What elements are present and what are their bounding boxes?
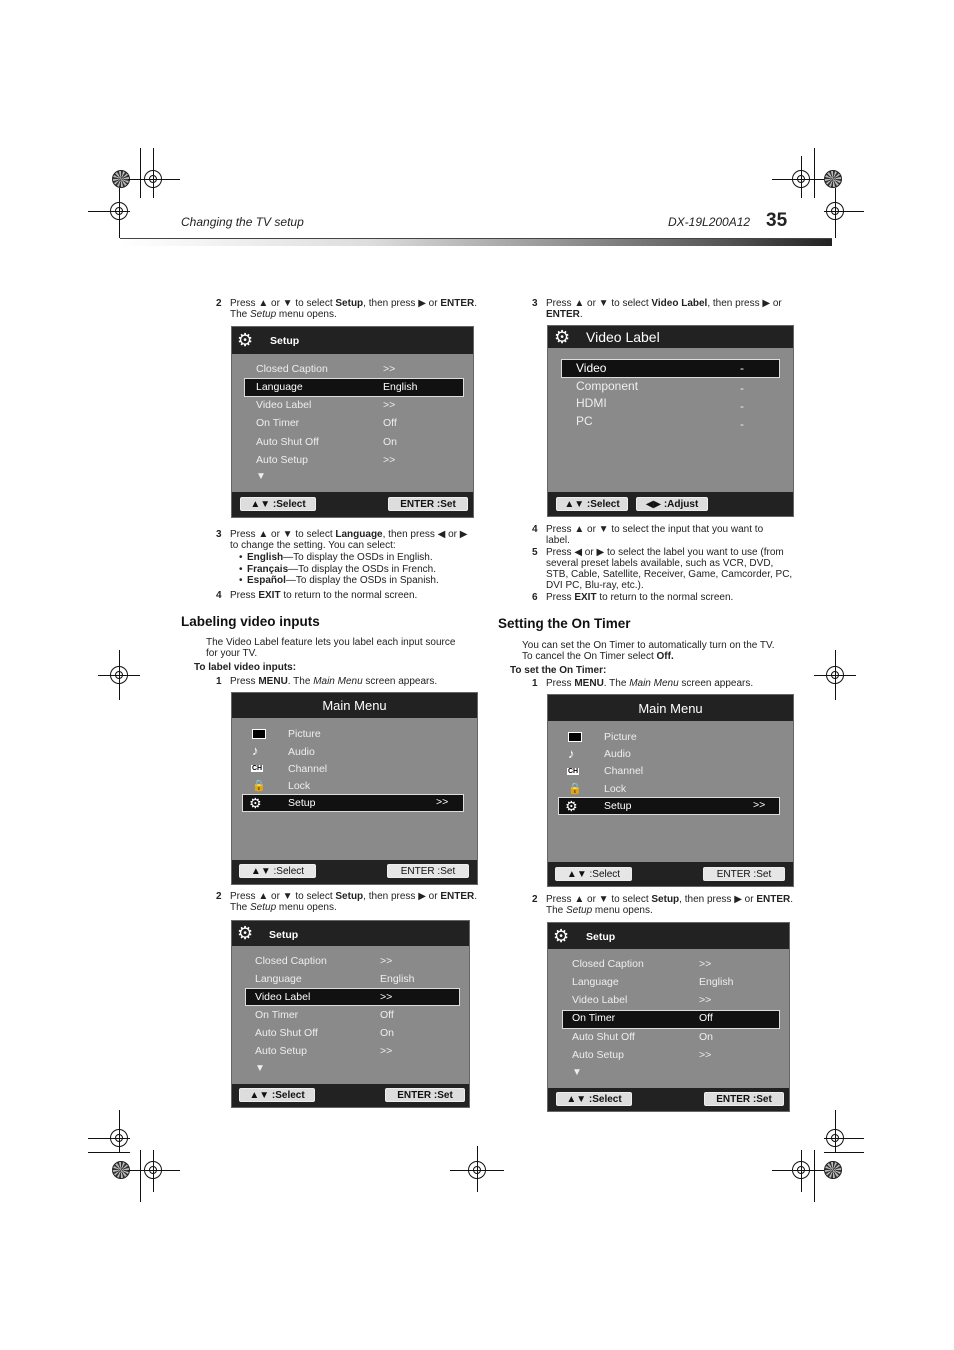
menu-item-value: >> (383, 454, 396, 466)
gear-icon: ⚙ (554, 327, 571, 347)
menu-item-label[interactable]: Video Label (255, 991, 311, 1003)
enter-set-button[interactable]: ENTER :Set (388, 497, 468, 511)
model-number: DX-19L200A12 (668, 215, 751, 229)
step-1: 1 Press MENU. The Main Menu screen appears. (216, 676, 438, 687)
menu-item-label[interactable]: Audio (288, 746, 315, 758)
main-menu-screen (547, 694, 794, 887)
picture-icon (568, 732, 582, 742)
menu-item-value: Off (383, 417, 397, 429)
step-5: 5 Press ◀ or ▶ to select the label you want to use (from several preset labels available, such as VCR, DVD, STB, Cable, Satellite, Receiver, Game, Camcorder, PC, DVI PC, Blu-ray, etc.). (532, 547, 793, 591)
section-heading: Setting the On Timer (498, 616, 631, 631)
step-6: 6 Press EXIT to return to the normal screen. (532, 592, 734, 603)
menu-item-value: >> (380, 991, 393, 1003)
menu-item-label[interactable]: Auto Shut Off (572, 1031, 635, 1043)
menu-item-value: >> (753, 799, 766, 811)
ch-icon: CH (252, 765, 263, 772)
select-button[interactable]: ▲▼ :Select (239, 864, 316, 878)
menu-item-label[interactable]: On Timer (572, 1012, 616, 1024)
menu-item-label[interactable]: Setup (288, 797, 316, 809)
menu-item-value: English (380, 973, 415, 985)
menu-item-label[interactable]: Language (572, 976, 619, 988)
section-heading: Labeling video inputs (181, 614, 320, 629)
section-title: Changing the TV setup (181, 215, 304, 229)
setup-menu-screen (231, 326, 474, 518)
procedure-title: To set the On Timer: (510, 665, 607, 676)
menu-item-label[interactable]: Channel (604, 765, 644, 777)
menu-item-label[interactable]: Auto Setup (255, 1045, 307, 1057)
step-4: 4 Press ▲ or ▼ to select the input that you want to label. (532, 524, 764, 546)
procedure-title: To label video inputs: (194, 662, 297, 673)
adjust-button[interactable]: ◀▶ :Adjust (636, 497, 708, 511)
gear-icon: ⚙ (237, 330, 254, 350)
menu-item-label[interactable]: Language (256, 381, 303, 393)
gear-icon: ⚙ (565, 798, 578, 814)
menu-item-label[interactable]: Closed Caption (255, 955, 327, 967)
menu-item-label[interactable]: Video Label (572, 994, 628, 1006)
menu-item-value: >> (380, 1045, 393, 1057)
menu-item-value: >> (380, 955, 393, 967)
picture-icon (252, 729, 266, 739)
page-number: 35 (766, 210, 788, 231)
menu-item-value: >> (699, 958, 712, 970)
menu-item-label[interactable]: Language (255, 973, 302, 985)
step-4: 4 Press EXIT to return to the normal screen. (216, 590, 418, 601)
lock-icon: 🔒 (252, 780, 266, 792)
video-label-screen (547, 325, 794, 517)
enter-set-button[interactable]: ENTER :Set (704, 1092, 784, 1106)
menu-item-value: Off (699, 1012, 713, 1024)
step-2: 2 Press ▲ or ▼ to select Setup, then press ▶ or ENTER. The Setup menu opens. (532, 894, 794, 916)
menu-title: Setup (586, 931, 616, 943)
menu-item-value: >> (699, 994, 712, 1006)
select-button[interactable]: ▲▼ :Select (556, 497, 628, 511)
menu-item-value: On (699, 1031, 714, 1043)
scroll-down-icon: ▼ (256, 471, 266, 482)
menu-item-label[interactable]: Closed Caption (572, 958, 644, 970)
enter-set-button[interactable]: ENTER :Set (387, 864, 469, 878)
scroll-down-icon: ▼ (572, 1067, 582, 1078)
setup-menu-screen (231, 920, 470, 1108)
step-1: 1 Press MENU. The Main Menu screen appears. (532, 678, 754, 689)
input-label[interactable]: HDMI (576, 396, 607, 410)
menu-item-label[interactable]: Setup (604, 800, 632, 812)
step-2: 2 Press ▲ or ▼ to select Setup, then press ▶ or ENTER. The Setup menu opens. (216, 891, 478, 913)
select-button[interactable]: ▲▼ :Select (239, 1088, 315, 1102)
gear-icon: ⚙ (553, 926, 570, 946)
select-button[interactable]: ▲▼ :Select (240, 497, 316, 511)
music-note-icon: ♪ (252, 743, 259, 758)
menu-item-label[interactable]: Auto Setup (256, 454, 308, 466)
menu-item-label[interactable]: On Timer (255, 1009, 299, 1021)
menu-item-label[interactable]: Picture (288, 728, 321, 740)
menu-title: Video Label (586, 329, 660, 345)
menu-item-label[interactable]: Lock (604, 783, 627, 795)
menu-item-value: English (383, 381, 418, 393)
main-menu-screen (231, 692, 478, 885)
menu-item-label[interactable]: Picture (604, 731, 637, 743)
input-label-value: - (740, 361, 744, 375)
menu-item-label[interactable]: Audio (604, 748, 631, 760)
menu-item-value: English (699, 976, 734, 988)
input-label[interactable]: Component (576, 379, 639, 393)
intro-text: You can set the On Timer to automatically turn on the TV. To cancel the On Timer select Off. (522, 640, 775, 662)
menu-item-label[interactable]: Video Label (256, 399, 312, 411)
input-label-value: - (740, 381, 744, 395)
menu-item-value: On (383, 436, 398, 448)
lock-icon: 🔒 (568, 783, 582, 795)
menu-item-label[interactable]: On Timer (256, 417, 300, 429)
step-2: 2 Press ▲ or ▼ to select Setup, then press ▶ or ENTER. The Setup menu opens. (216, 298, 478, 320)
setup-menu-screen (547, 922, 790, 1112)
menu-item-label[interactable]: Lock (288, 780, 311, 792)
color-calibration-icon (824, 170, 842, 188)
menu-item-value: >> (383, 363, 396, 375)
header-rule (120, 238, 832, 246)
input-label-value: - (740, 417, 744, 431)
language-options: • English—To display the OSDs in English. • Français—To display the OSDs in French. • Español—To display the OSDs in Spanish. (247, 552, 487, 587)
menu-item-value: Off (380, 1009, 394, 1021)
menu-item-label[interactable]: Closed Caption (256, 363, 328, 375)
gear-icon: ⚙ (237, 923, 254, 943)
menu-item-value: >> (699, 1049, 712, 1061)
enter-set-button[interactable]: ENTER :Set (385, 1088, 465, 1102)
menu-title: Setup (269, 929, 299, 941)
menu-item-value: >> (383, 399, 396, 411)
input-label-value: - (740, 399, 744, 413)
scroll-down-icon: ▼ (255, 1063, 265, 1074)
menu-item-label[interactable]: Auto Shut Off (255, 1027, 318, 1039)
select-button[interactable]: ▲▼ :Select (556, 1092, 632, 1106)
menu-title: Main Menu (638, 701, 703, 716)
intro-text: The Video Label feature lets you label each input source for your TV. (206, 637, 456, 659)
step-3: 3 Press ▲ or ▼ to select Video Label, then press ▶ or ENTER. (532, 298, 782, 320)
input-label[interactable]: Video (576, 361, 607, 375)
select-button[interactable]: ▲▼ :Select (555, 867, 632, 881)
menu-item-value: On (380, 1027, 395, 1039)
menu-title: Main Menu (322, 698, 387, 713)
enter-set-button[interactable]: ENTER :Set (703, 867, 785, 881)
step-3: 3 Press ▲ or ▼ to select Language, then press ◀ or ▶ to change the setting. You can select: (216, 529, 468, 551)
menu-item-label[interactable]: Auto Setup (572, 1049, 624, 1061)
menu-item-value: >> (436, 796, 449, 808)
music-note-icon: ♪ (568, 746, 575, 761)
color-calibration-icon (824, 1161, 842, 1179)
menu-item-label[interactable]: Channel (288, 763, 328, 775)
gear-icon: ⚙ (249, 795, 262, 811)
menu-item-label[interactable]: Auto Shut Off (256, 436, 319, 448)
input-label[interactable]: PC (576, 414, 593, 428)
menu-title: Setup (270, 335, 300, 347)
ch-icon: CH (568, 768, 579, 775)
